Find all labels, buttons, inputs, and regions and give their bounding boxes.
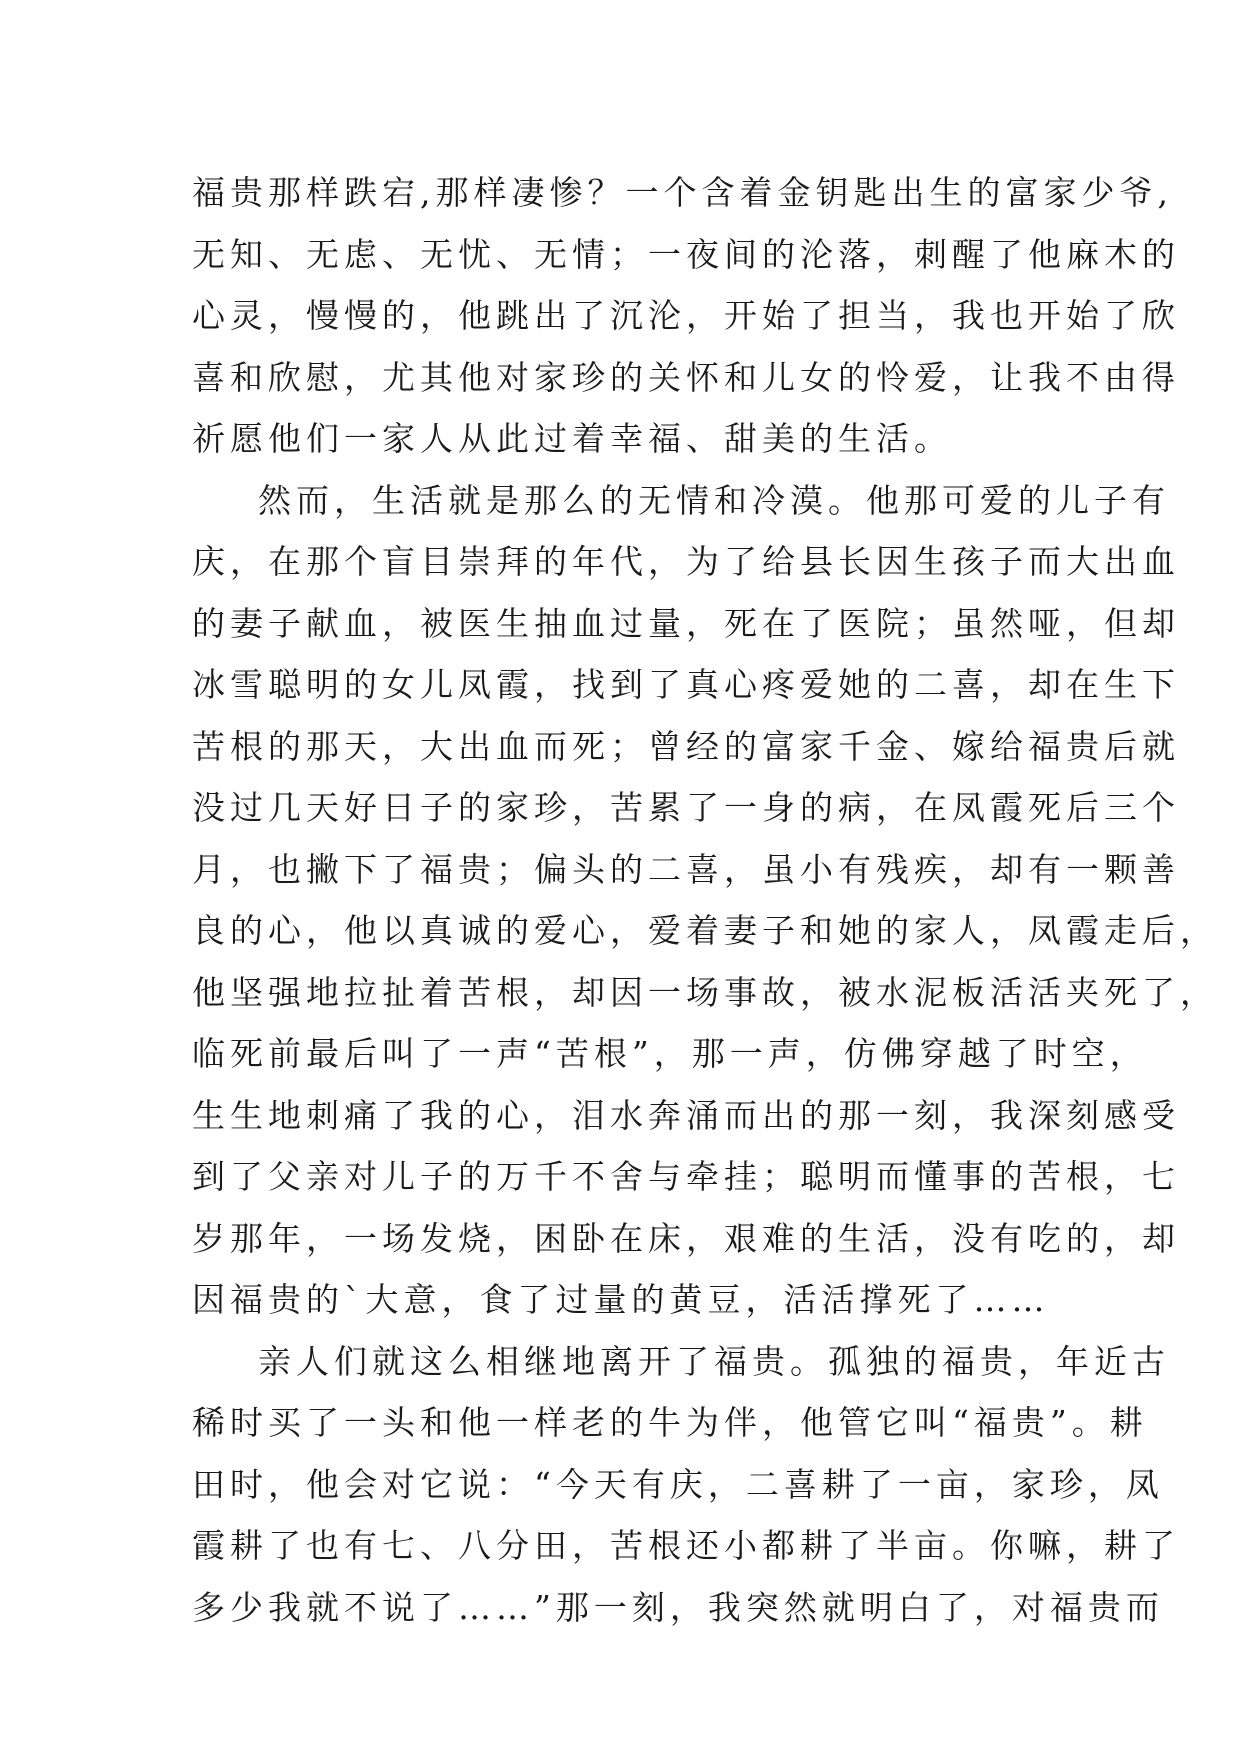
text-line: 月，也撇下了福贵；偏头的二喜，虽小有残疾，却有一颗善	[192, 849, 1180, 889]
text-line: 临死前最后叫了一声“苦根”，那一声，仿佛穿越了时空，	[192, 1034, 1148, 1073]
text-line: 无知、无虑、无忧、无情；一夜间的沦落，刺醒了他麻木的	[192, 234, 1180, 274]
text-line: 祈愿他们一家人从此过着幸福、甜美的生活。	[192, 419, 952, 458]
text-line: 生生地刺痛了我的心，泪水奔涌而出的那一刻，我深刻感受	[192, 1095, 1180, 1135]
text-line: 多少我就不说了……”那一刻，我突然就明白了，对福贵而	[192, 1587, 1164, 1627]
text-line: 到了父亲对儿子的万千不舍与牵挂；聪明而懂事的苦根，七	[192, 1157, 1180, 1196]
text-line: 心灵，慢慢的，他跳出了沉沦，开始了担当，我也开始了欣	[192, 296, 1180, 335]
text-line: 的妻子献血，被医生抽血过量，死在了医院；虽然哑，但却	[192, 603, 1180, 643]
text-line: 因福贵的`大意，食了过量的黄豆，活活撑死了……	[192, 1280, 1050, 1319]
text-line: 他坚强地拉扯着苦根，却因一场事故，被水泥板活活夹死了，	[192, 972, 1218, 1012]
text-line: 霞耕了也有七、八分田，苦根还小都耕了半亩。你嘛，耕了	[192, 1526, 1180, 1565]
text-line: 苦根的那天，大出血而死；曾经的富家千金、嫁给福贵后就	[192, 726, 1180, 766]
text-line: 稀时买了一头和他一样老的牛为伴，他管它叫“福贵”。耕	[192, 1403, 1148, 1442]
text-line: 福贵那样跌宕,那样凄惨？一个含着金钥匙出生的富家少爷,	[192, 173, 1173, 212]
text-line: 冰雪聪明的女儿凤霞，找到了真心疼爱她的二喜，却在生下	[192, 665, 1180, 704]
paragraph-start-line: 亲人们就这么相继地离开了福贵。孤独的福贵，年近古	[258, 1341, 1170, 1381]
paragraph-start-line: 然而，生活就是那么的无情和冷漠。他那可爱的儿子有	[258, 480, 1170, 520]
text-line: 岁那年，一场发烧，困卧在床，艰难的生活，没有吃的，却	[192, 1218, 1180, 1258]
text-line: 良的心，他以真诚的爱心，爱着妻子和她的家人，凤霞走后，	[192, 911, 1218, 950]
body-text	[192, 162, 1218, 1638]
text-line: 庆，在那个盲目崇拜的年代，为了给县长因生孩子而大出血	[192, 542, 1180, 581]
text-line: 田时，他会对它说：“今天有庆，二喜耕了一亩，家珍，凤	[192, 1464, 1164, 1504]
text-line: 没过几天好日子的家珍，苦累了一身的病，在凤霞死后三个	[192, 788, 1180, 827]
text-line: 喜和欣慰，尤其他对家珍的关怀和儿女的怜爱，让我不由得	[192, 357, 1180, 397]
